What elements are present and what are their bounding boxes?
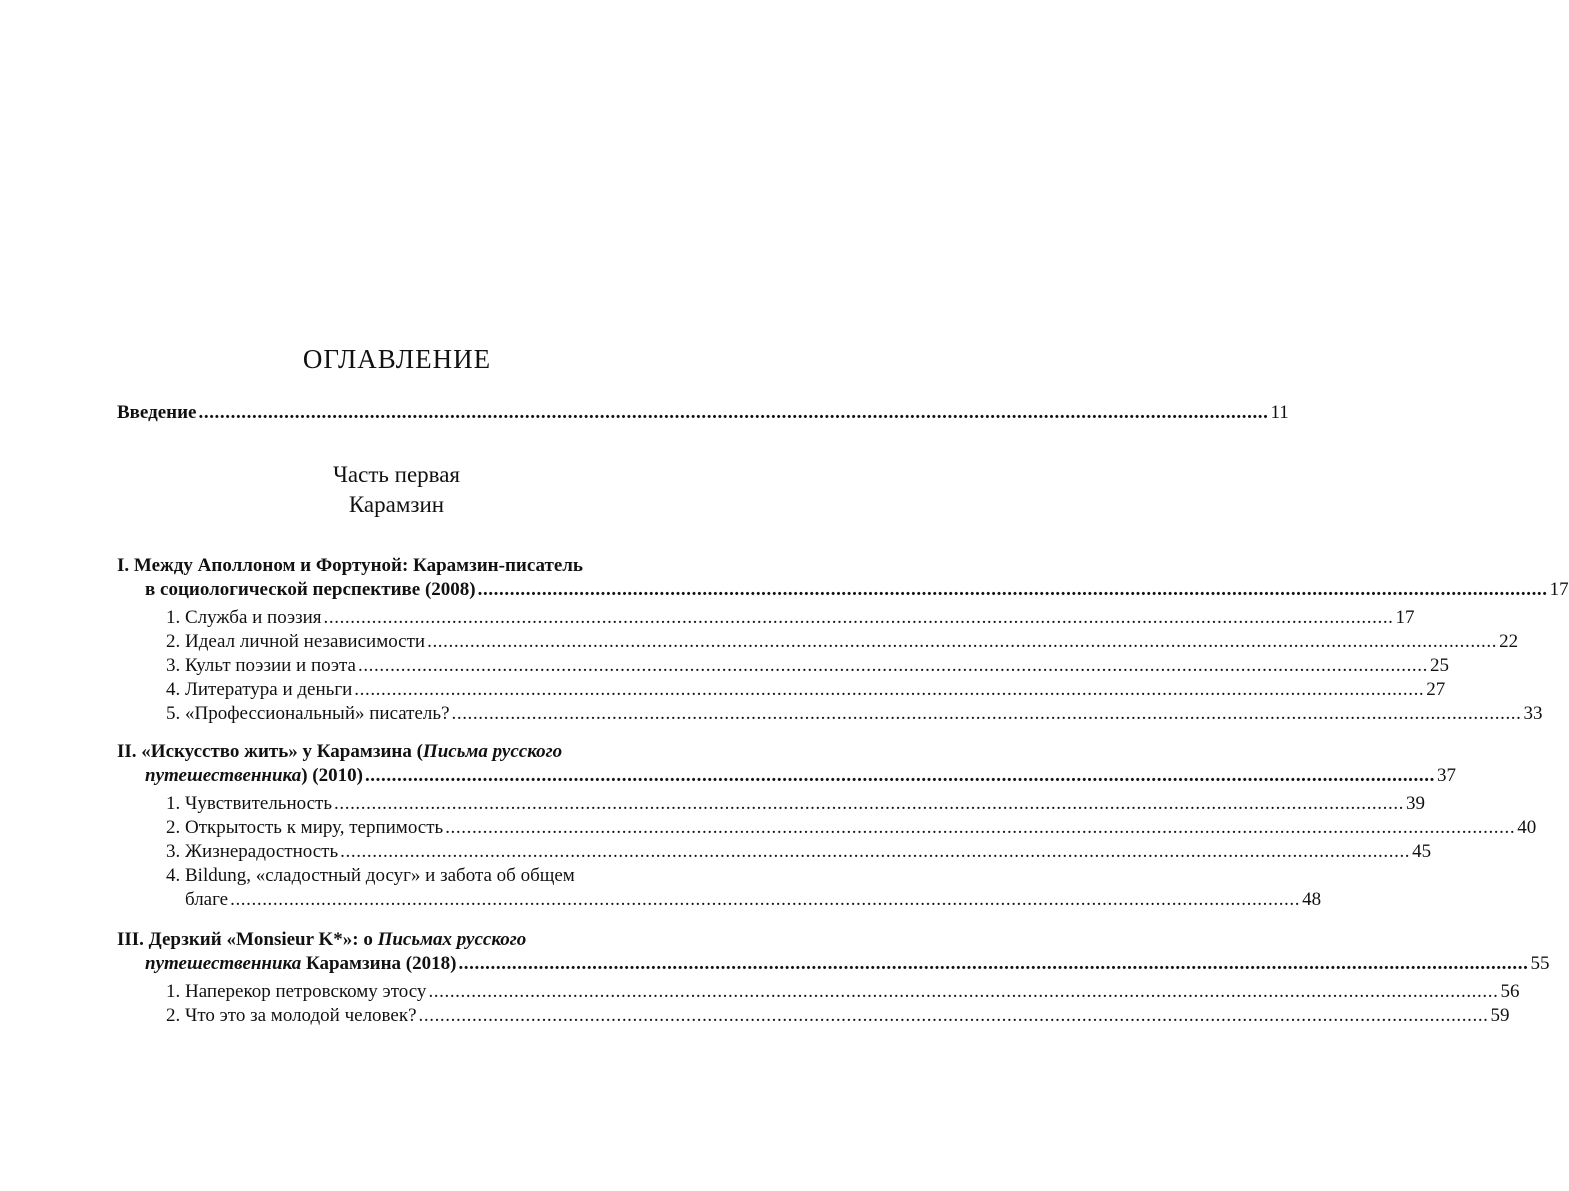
toc-entry-3-1[interactable] (166, 980, 1520, 1004)
entry-page: 37 (1436, 765, 1456, 786)
entry-page: 48 (1302, 889, 1322, 910)
dot-leader: ........................................................................................................................................................................................................ (477, 579, 1548, 600)
entry-title: в социологической перспективе (2008) (145, 579, 476, 600)
entry-title: 2. Что это за молодой человек? (166, 1005, 417, 1026)
toc-entry-2-3[interactable] (166, 840, 1432, 864)
toc-entry-chapter-1[interactable] (145, 578, 1569, 602)
entry-page: 25 (1429, 655, 1449, 676)
chapter-2-line1-text: II. «Искусство жить» у Карамзина ( (117, 741, 423, 762)
toc-entry-3-2[interactable] (166, 1004, 1510, 1028)
dot-leader: ........................................................................................................................................................................................................ (451, 703, 1522, 724)
entry-page: 40 (1517, 817, 1537, 838)
entry-page: 11 (1270, 402, 1289, 423)
entry-title: 3. Культ поэзии и поэта (166, 655, 356, 676)
toc-title: ОГЛАВЛЕНИЕ (302, 344, 492, 374)
dot-leader: ........................................................................................................................................................................................................ (334, 793, 1405, 814)
toc-entry-1-4[interactable] (166, 678, 1446, 702)
entry-title: 4. Bildung, «сладостный досуг» и забота об общем (166, 865, 575, 886)
toc-entry-2-2[interactable] (166, 816, 1537, 840)
entry-page: 45 (1412, 841, 1432, 862)
entry-title: 2. Идеал личной независимости (166, 631, 426, 652)
entry-title: 1. Наперекор петровскому этосу (166, 981, 427, 1002)
chapter-3-line1 (117, 928, 676, 952)
toc-entry-intro[interactable] (117, 401, 1289, 425)
toc-entry-1-2[interactable] (166, 630, 1519, 654)
entry-page: 55 (1530, 953, 1550, 974)
entry-title: 5. «Профессиональный» писатель? (166, 703, 450, 724)
entry-page: 56 (1500, 981, 1520, 1002)
part-number: Часть первая (332, 462, 461, 487)
toc-entry-chapter-3[interactable] (145, 952, 1550, 976)
dot-leader: ........................................................................................................................................................................................................ (354, 679, 1425, 700)
entry-title: 3. Жизнерадостность (166, 841, 339, 862)
entry-title: 4. Литература и деньги (166, 679, 353, 700)
entry-page: 39 (1406, 793, 1426, 814)
toc-entry-1-1[interactable] (166, 606, 1415, 630)
toc-entry-1-5[interactable] (166, 702, 1543, 726)
entry-page: 27 (1426, 679, 1446, 700)
chapter-1-line1: I. Между Аполлоном и Фортуной: Карамзин-писатель (117, 555, 583, 576)
entry-title (145, 952, 456, 976)
chapter-3-line1-text: III. Дерзкий «Monsieur K*»: о (117, 929, 378, 950)
entry-page: 17 (1395, 607, 1415, 628)
toc-entry-1-3[interactable] (166, 654, 1449, 678)
entry-title: 1. Служба и поэзия (166, 607, 322, 628)
entry-page: 17 (1549, 579, 1569, 600)
dot-leader: ........................................................................................................................................................................................................ (357, 655, 1428, 676)
entry-title-italic: путешественника (145, 765, 302, 786)
entry-title: 1. Чувствительность (166, 793, 333, 814)
dot-leader: ........................................................................................................................................................................................................ (445, 817, 1516, 838)
dot-leader: ........................................................................................................................................................................................................ (418, 1005, 1489, 1026)
chapter-2-line1-italic: Письма русского (422, 741, 563, 762)
chapter-3-line1-italic: Письмах русского (377, 929, 527, 950)
dot-leader: ........................................................................................................................................................................................................ (340, 841, 1411, 862)
toc-entry-2-1[interactable] (166, 792, 1426, 816)
entry-title (145, 764, 363, 788)
dot-leader: ........................................................................................................................................................................................................ (427, 631, 1498, 652)
entry-title-italic: путешественника (145, 953, 302, 974)
entry-title-rest: ) (2010) (301, 765, 363, 786)
dot-leader: ........................................................................................................................................................................................................ (198, 402, 1269, 423)
dot-leader: ........................................................................................................................................................................................................ (428, 981, 1499, 1002)
dot-leader: ........................................................................................................................................................................................................ (323, 607, 1394, 628)
entry-page: 33 (1523, 703, 1543, 724)
entry-title-cont: благе (185, 889, 229, 910)
chapter-2-line1 (117, 740, 676, 764)
entry-title-rest: Карамзина (2018) (301, 953, 457, 974)
dot-leader: ........................................................................................................................................................................................................ (230, 889, 1301, 910)
dot-leader: ........................................................................................................................................................................................................ (364, 765, 1435, 786)
entry-title: Введение (117, 402, 197, 423)
part-heading (117, 460, 676, 520)
part-author: Карамзин (348, 492, 445, 517)
entry-page: 59 (1490, 1005, 1510, 1026)
dot-leader: ........................................................................................................................................................................................................ (458, 953, 1529, 974)
toc-entry-2-4-line1 (166, 864, 676, 888)
entry-page: 22 (1499, 631, 1519, 652)
toc-entry-2-4[interactable] (185, 888, 1322, 912)
toc-entry-chapter-2[interactable] (145, 764, 1456, 788)
entry-title: 2. Открытость к миру, терпимость (166, 817, 444, 838)
